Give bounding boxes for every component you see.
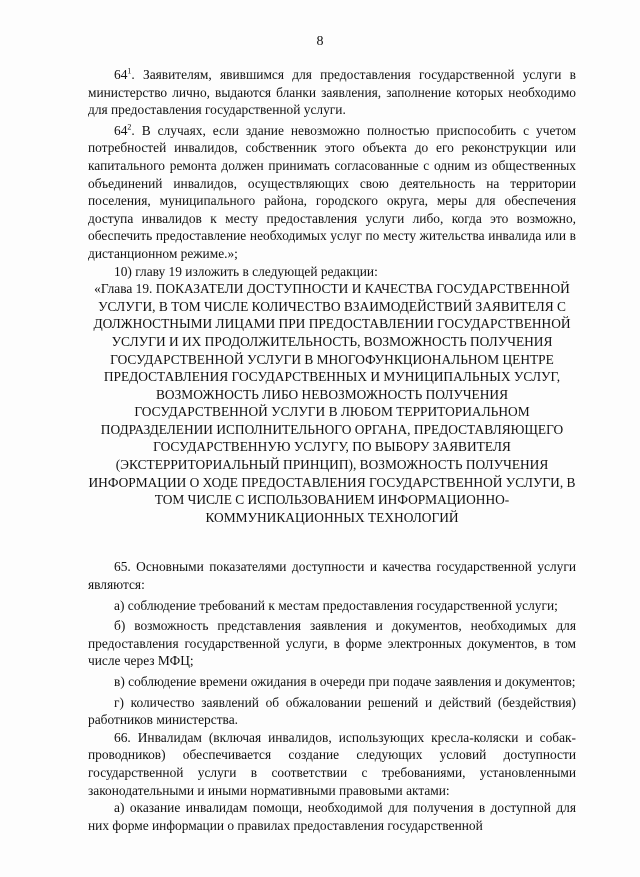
paragraph-number: 64 — [114, 122, 128, 138]
paragraph-64-1 — [88, 66, 576, 119]
document-body — [88, 66, 576, 834]
paragraph-text: . Заявителям, явившимся для предоставления государственной услуги в министерство лично, выдаются бланки заявления, заполнение которых необходимо для предоставления государственной услуги. — [88, 67, 576, 118]
page-number: 8 — [316, 34, 324, 49]
paragraph-item-10: 10) главу 19 изложить в следующей редакции: — [114, 263, 378, 279]
paragraph-65-b: б) возможность представления заявления и документов, необходимых для предоставления государственной услуги, в форме электронных документов, в том числе через МФЦ; — [88, 618, 576, 669]
paragraph-66: 66. Инвалидам (включая инвалидов, использующих кресла-коляски и собак-проводников) обеспечивается создание следующих условий доступности государственной услуги в соответствии с требованиями, установленными законодательными и иными нормативными правовыми актами: — [88, 729, 576, 798]
paragraph-65-v: в) соблюдение времени ожидания в очереди при подаче заявления и документов; — [114, 674, 576, 689]
paragraph-65-a: а) соблюдение требований к местам предоставления государственной услуги; — [114, 597, 558, 613]
paragraph-64-2 — [88, 122, 576, 263]
paragraph-65-g: г) количество заявлений об обжаловании решений и действий (бездействия) работников министерства. — [88, 694, 576, 728]
paragraph-65: 65. Основными показателями доступности и качества государственной услуги являются: — [88, 559, 576, 593]
spacer — [88, 526, 576, 558]
paragraph-text: . В случаях, если здание невозможно полностью приспособить с учетом потребностей инвалидов, собственник этого объекта до его реконструкции или капитального ремонта должен принимать согласованные с одним из общественных объединений инвалидов, осуществляющих свою деятельность на территории поселения, муниципального района, городского округа, меры для обеспечения доступа инвалидов к месту предоставления услуги либо, когда это возможно, обеспечить предоставление необходимых услуг по месту жительства инвалида или в дистанционном режиме.»; — [88, 122, 576, 261]
paragraph-66-a: а) оказание инвалидам помощи, необходимой для получения в доступной для них форме информации о правилах предоставления государственной — [88, 800, 576, 833]
chapter-heading: «Глава 19. ПОКАЗАТЕЛИ ДОСТУПНОСТИ И КАЧЕСТВА ГОСУДАРСТВЕННОЙ УСЛУГИ, В ТОМ ЧИСЛЕ КОЛИЧЕСТВО ВЗАИМОДЕЙСТВИЙ ЗАЯВИТЕЛЯ С ДОЛЖНОСТНЫМИ ЛИЦАМИ ПРИ ПРЕДОСТАВЛЕНИИ ГОСУДАРСТВЕННОЙ УСЛУГИ И ИХ ПРОДОЛЖИТЕЛЬНОСТЬ, ВОЗМОЖНОСТЬ ПОЛУЧЕНИЯ ГОСУДАРСТВЕННОЙ УСЛУГИ В МНОГОФУНКЦИОНАЛЬНОМ ЦЕНТРЕ ПРЕДОСТАВЛЕНИЯ ГОСУДАРСТВЕННЫХ И МУНИЦИПАЛЬНЫХ УСЛУГ, ВОЗМОЖНОСТЬ ЛИБО НЕВОЗМОЖНОСТЬ ПОЛУЧЕНИЯ ГОСУДАРСТВЕННОЙ УСЛУГИ В ЛЮБОМ ТЕРРИТОРИАЛЬНОМ ПОДРАЗДЕЛЕНИИ ИСПОЛНИТЕЛЬНОГО ОРГАНА, ПРЕДОСТАВЛЯЮЩЕГО ГОСУДАРСТВЕННУЮ УСЛУГУ, ПО ВЫБОРУ ЗАЯВИТЕЛЯ (ЭКСТЕРРИТОРИАЛЬНЫЙ ПРИНЦИП), ВОЗМОЖНОСТЬ ПОЛУЧЕНИЯ ИНФОРМАЦИИ О ХОДЕ ПРЕДОСТАВЛЕНИЯ ГОСУДАРСТВЕННОЙ УСЛУГИ, В ТОМ ЧИСЛЕ С ИСПОЛЬЗОВАНИЕМ ИНФОРМАЦИОННО-КОММУНИКАЦИОННЫХ ТЕХНОЛОГИЙ — [88, 281, 576, 525]
superscript: 1 — [127, 66, 132, 76]
paragraph-number: 64 — [114, 67, 128, 82]
superscript: 2 — [127, 122, 132, 132]
